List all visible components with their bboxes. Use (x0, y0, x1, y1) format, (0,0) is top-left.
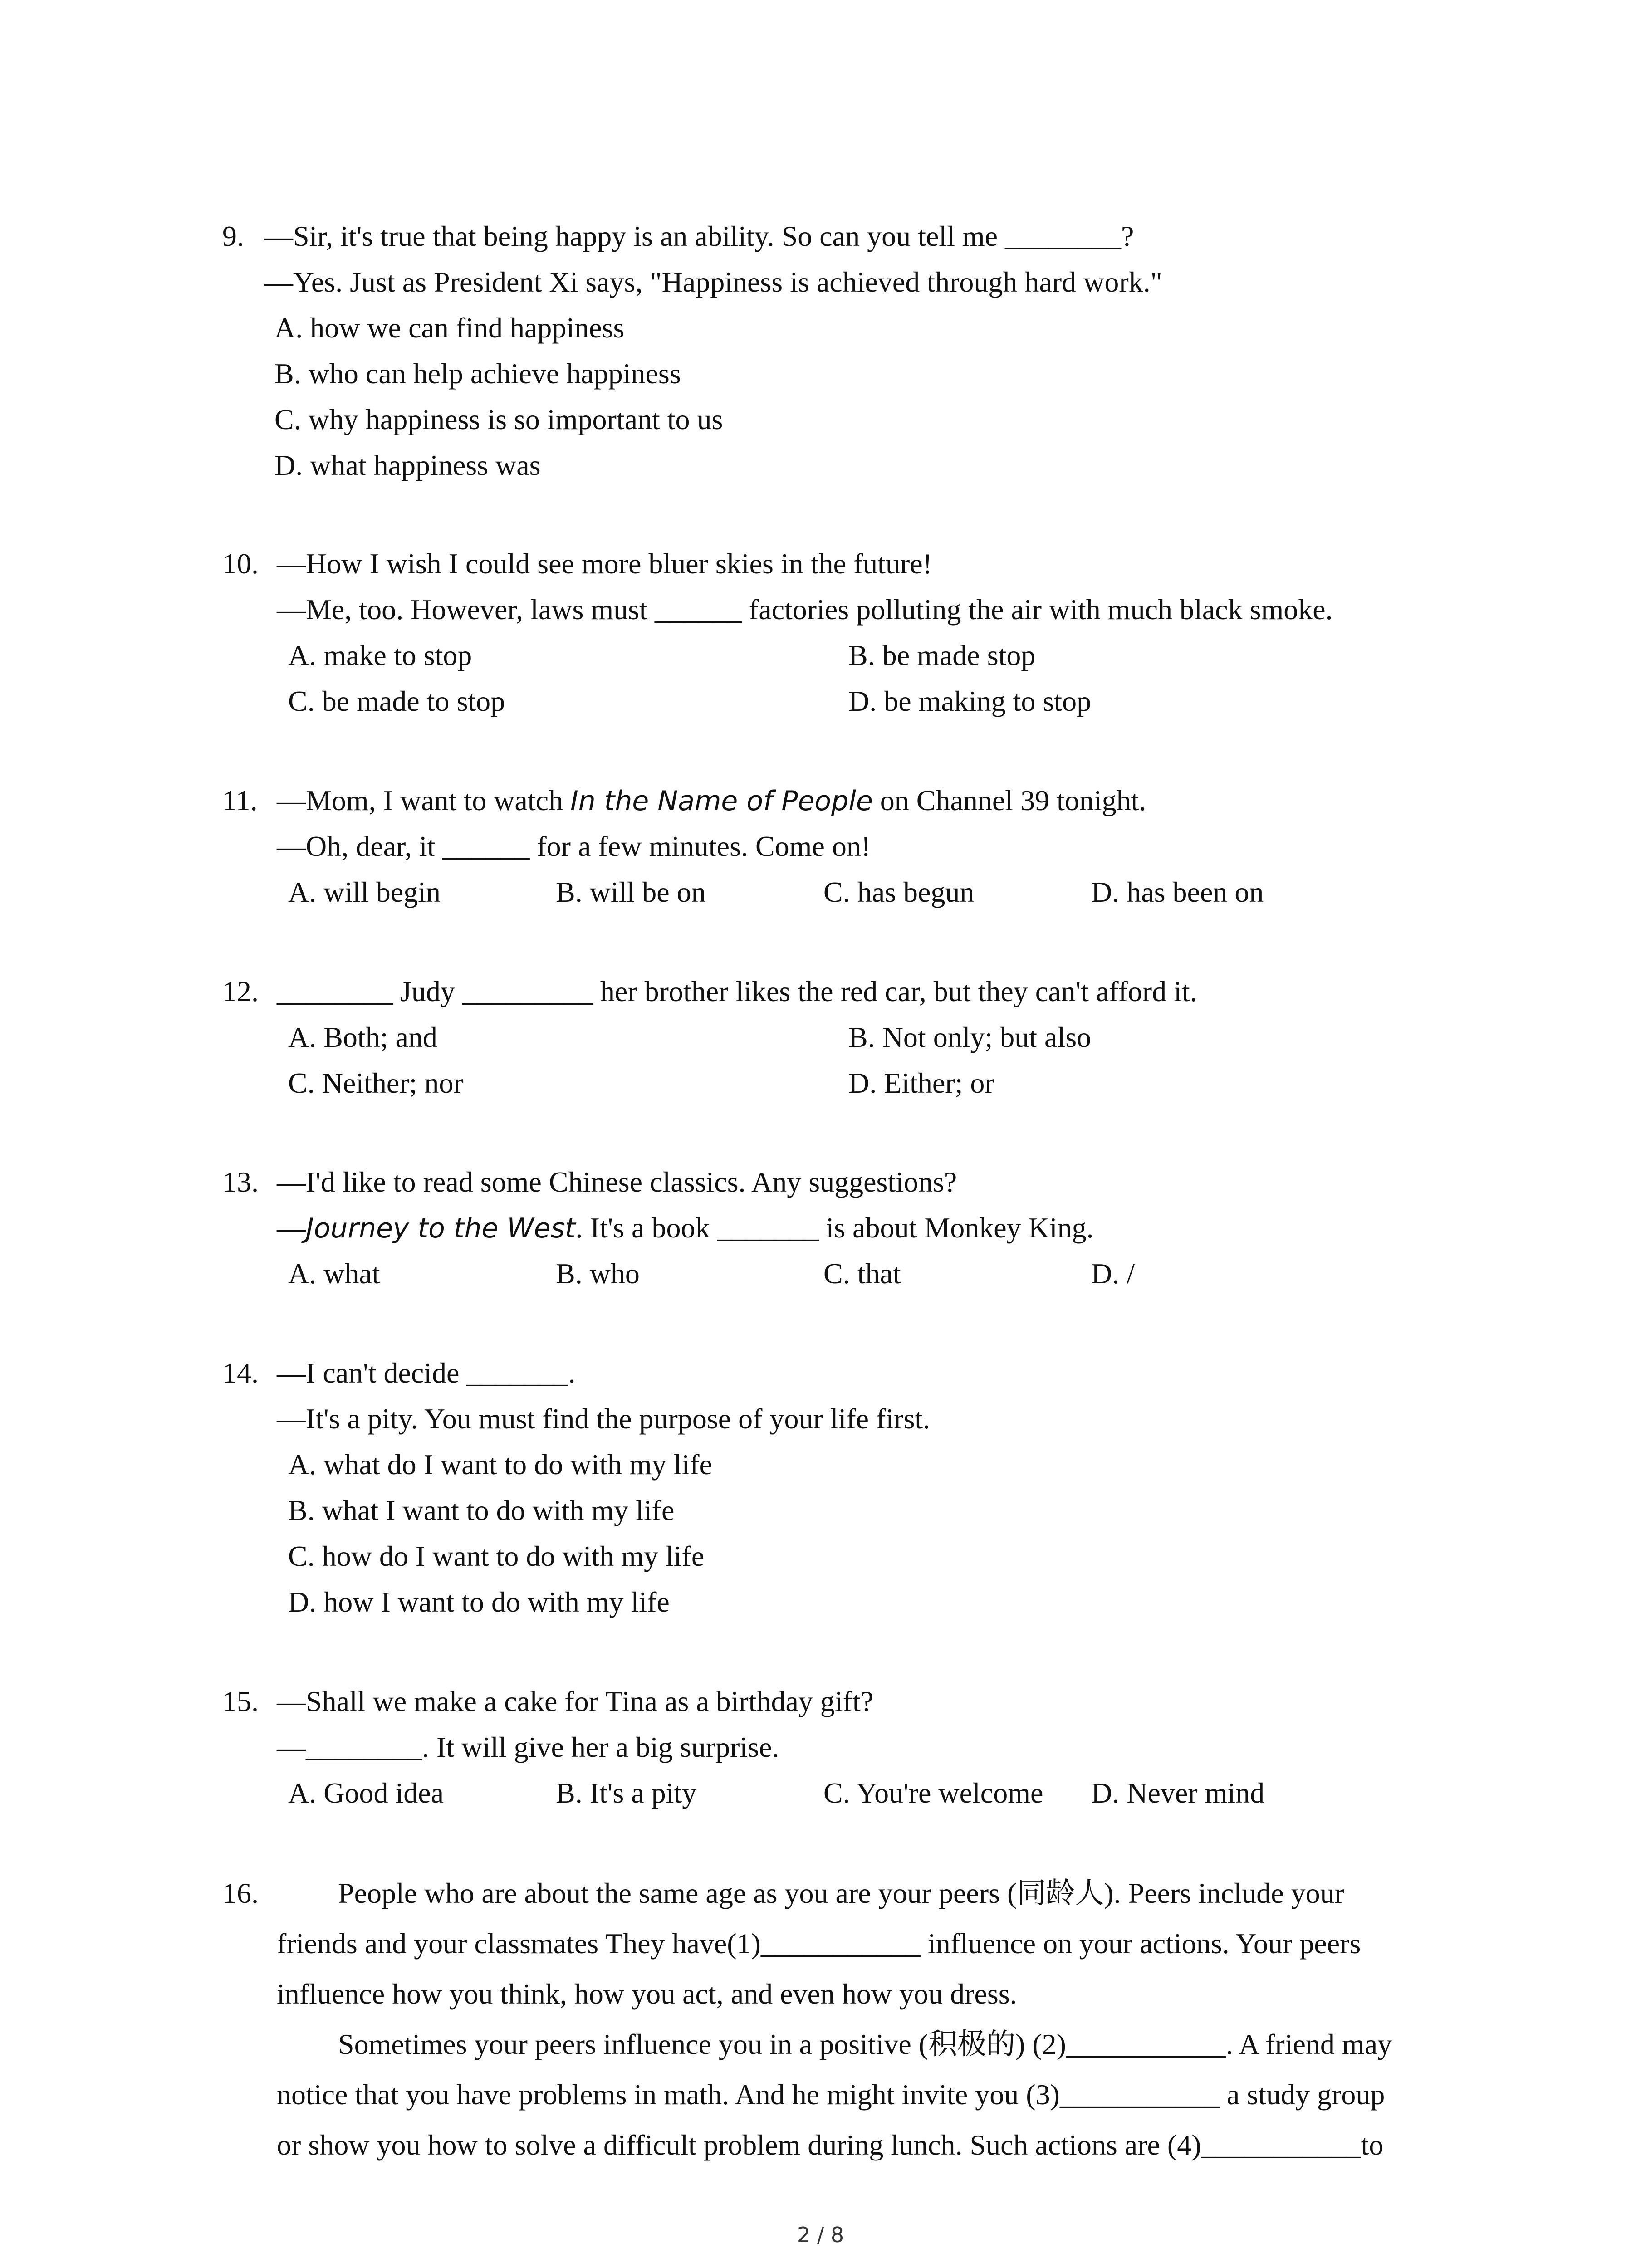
question-stem: ________ Judy _________ her brother likes the red car, but they can't afford it. (277, 975, 1197, 1007)
question-response: —________. It will give her a big surprise. (277, 1731, 779, 1763)
question-response: —It's a pity. You must find the purpose of your life first. (277, 1403, 931, 1435)
option-d: D. has been on (1091, 876, 1264, 908)
stem-text: on Channel 39 tonight. (872, 784, 1146, 816)
question-number: 13. (222, 1166, 259, 1198)
option-c: C. why happiness is so important to us (274, 403, 723, 435)
question-stem (277, 777, 1146, 824)
passage-line: influence how you think, how you act, and even how you dress. (277, 1978, 1017, 2010)
option-d: D. what happiness was (274, 449, 541, 481)
option-b: B. be made stop (848, 639, 1036, 671)
option-a: A. what (288, 1257, 380, 1290)
page-number: 2 / 8 (797, 2223, 844, 2247)
option-a: A. what do I want to do with my life (288, 1448, 712, 1481)
option-c: C. Neither; nor (288, 1067, 463, 1099)
option-c: C. You're welcome (823, 1777, 1043, 1809)
option-c: C. how do I want to do with my life (288, 1540, 705, 1572)
question-stem: —Shall we make a cake for Tina as a birthday gift? (277, 1685, 874, 1717)
question-response: —Me, too. However, laws must ______ factories polluting the air with much black smoke. (277, 593, 1333, 626)
option-b: B. what I want to do with my life (288, 1494, 675, 1526)
stem-text: —Mom, I want to watch (277, 784, 570, 816)
option-d: D. Never mind (1091, 1777, 1265, 1809)
question-response (277, 1205, 1094, 1251)
question-stem: —I'd like to read some Chinese classics. Any suggestions? (277, 1166, 957, 1198)
question-number: 14. (222, 1357, 259, 1389)
option-a: A. will begin (288, 876, 441, 908)
option-d: D. be making to stop (848, 685, 1092, 717)
option-a: A. make to stop (288, 639, 472, 671)
option-b: B. Not only; but also (848, 1021, 1092, 1053)
passage-line: Sometimes your peers influence you in a positive (积极的) (2)___________. A friend may (338, 2028, 1392, 2060)
option-d: D. / (1091, 1257, 1135, 1290)
option-a: A. Good idea (288, 1777, 444, 1809)
response-text: — (277, 1212, 306, 1244)
option-c: C. that (823, 1257, 901, 1290)
passage-line: friends and your classmates They have(1)___________ influence on your actions. Your peers (277, 1927, 1361, 1960)
passage-line: People who are about the same age as you are your peers (同龄人). Peers include your (338, 1877, 1344, 1909)
option-d: D. how I want to do with my life (288, 1586, 670, 1618)
question-stem: —Sir, it's true that being happy is an ability. So can you tell me ________? (264, 220, 1134, 252)
option-a: A. Both; and (288, 1021, 437, 1053)
option-d: D. Either; or (848, 1067, 994, 1099)
question-stem: —I can't decide _______. (277, 1357, 576, 1389)
option-a: A. how we can find happiness (274, 312, 625, 344)
passage-line: or show you how to solve a difficult problem during lunch. Such actions are (4)___________to (277, 2129, 1384, 2161)
question-response: —Oh, dear, it ______ for a few minutes. Come on! (277, 830, 871, 862)
show-title: In the Name of People (570, 785, 873, 817)
question-response: —Yes. Just as President Xi says, "Happiness is achieved through hard work." (264, 266, 1162, 298)
question-number: 10. (222, 547, 259, 580)
question-number: 12. (222, 975, 259, 1007)
option-c: C. be made to stop (288, 685, 505, 717)
option-b: B. It's a pity (556, 1777, 697, 1809)
option-c: C. has begun (823, 876, 975, 908)
question-number: 15. (222, 1685, 259, 1717)
question-number: 11. (222, 784, 258, 816)
book-title: Journey to the West (306, 1212, 576, 1244)
question-stem: —How I wish I could see more bluer skies in the future! (277, 547, 932, 580)
option-b: B. will be on (556, 876, 706, 908)
option-b: B. who can help achieve happiness (274, 357, 681, 390)
passage-line: notice that you have problems in math. And he might invite you (3)___________ a study group (277, 2078, 1385, 2111)
question-number: 9. (222, 220, 244, 252)
passage-number: 16. (222, 1877, 259, 1909)
option-b: B. who (556, 1257, 640, 1290)
response-text: . It's a book _______ is about Monkey King. (575, 1212, 1094, 1244)
